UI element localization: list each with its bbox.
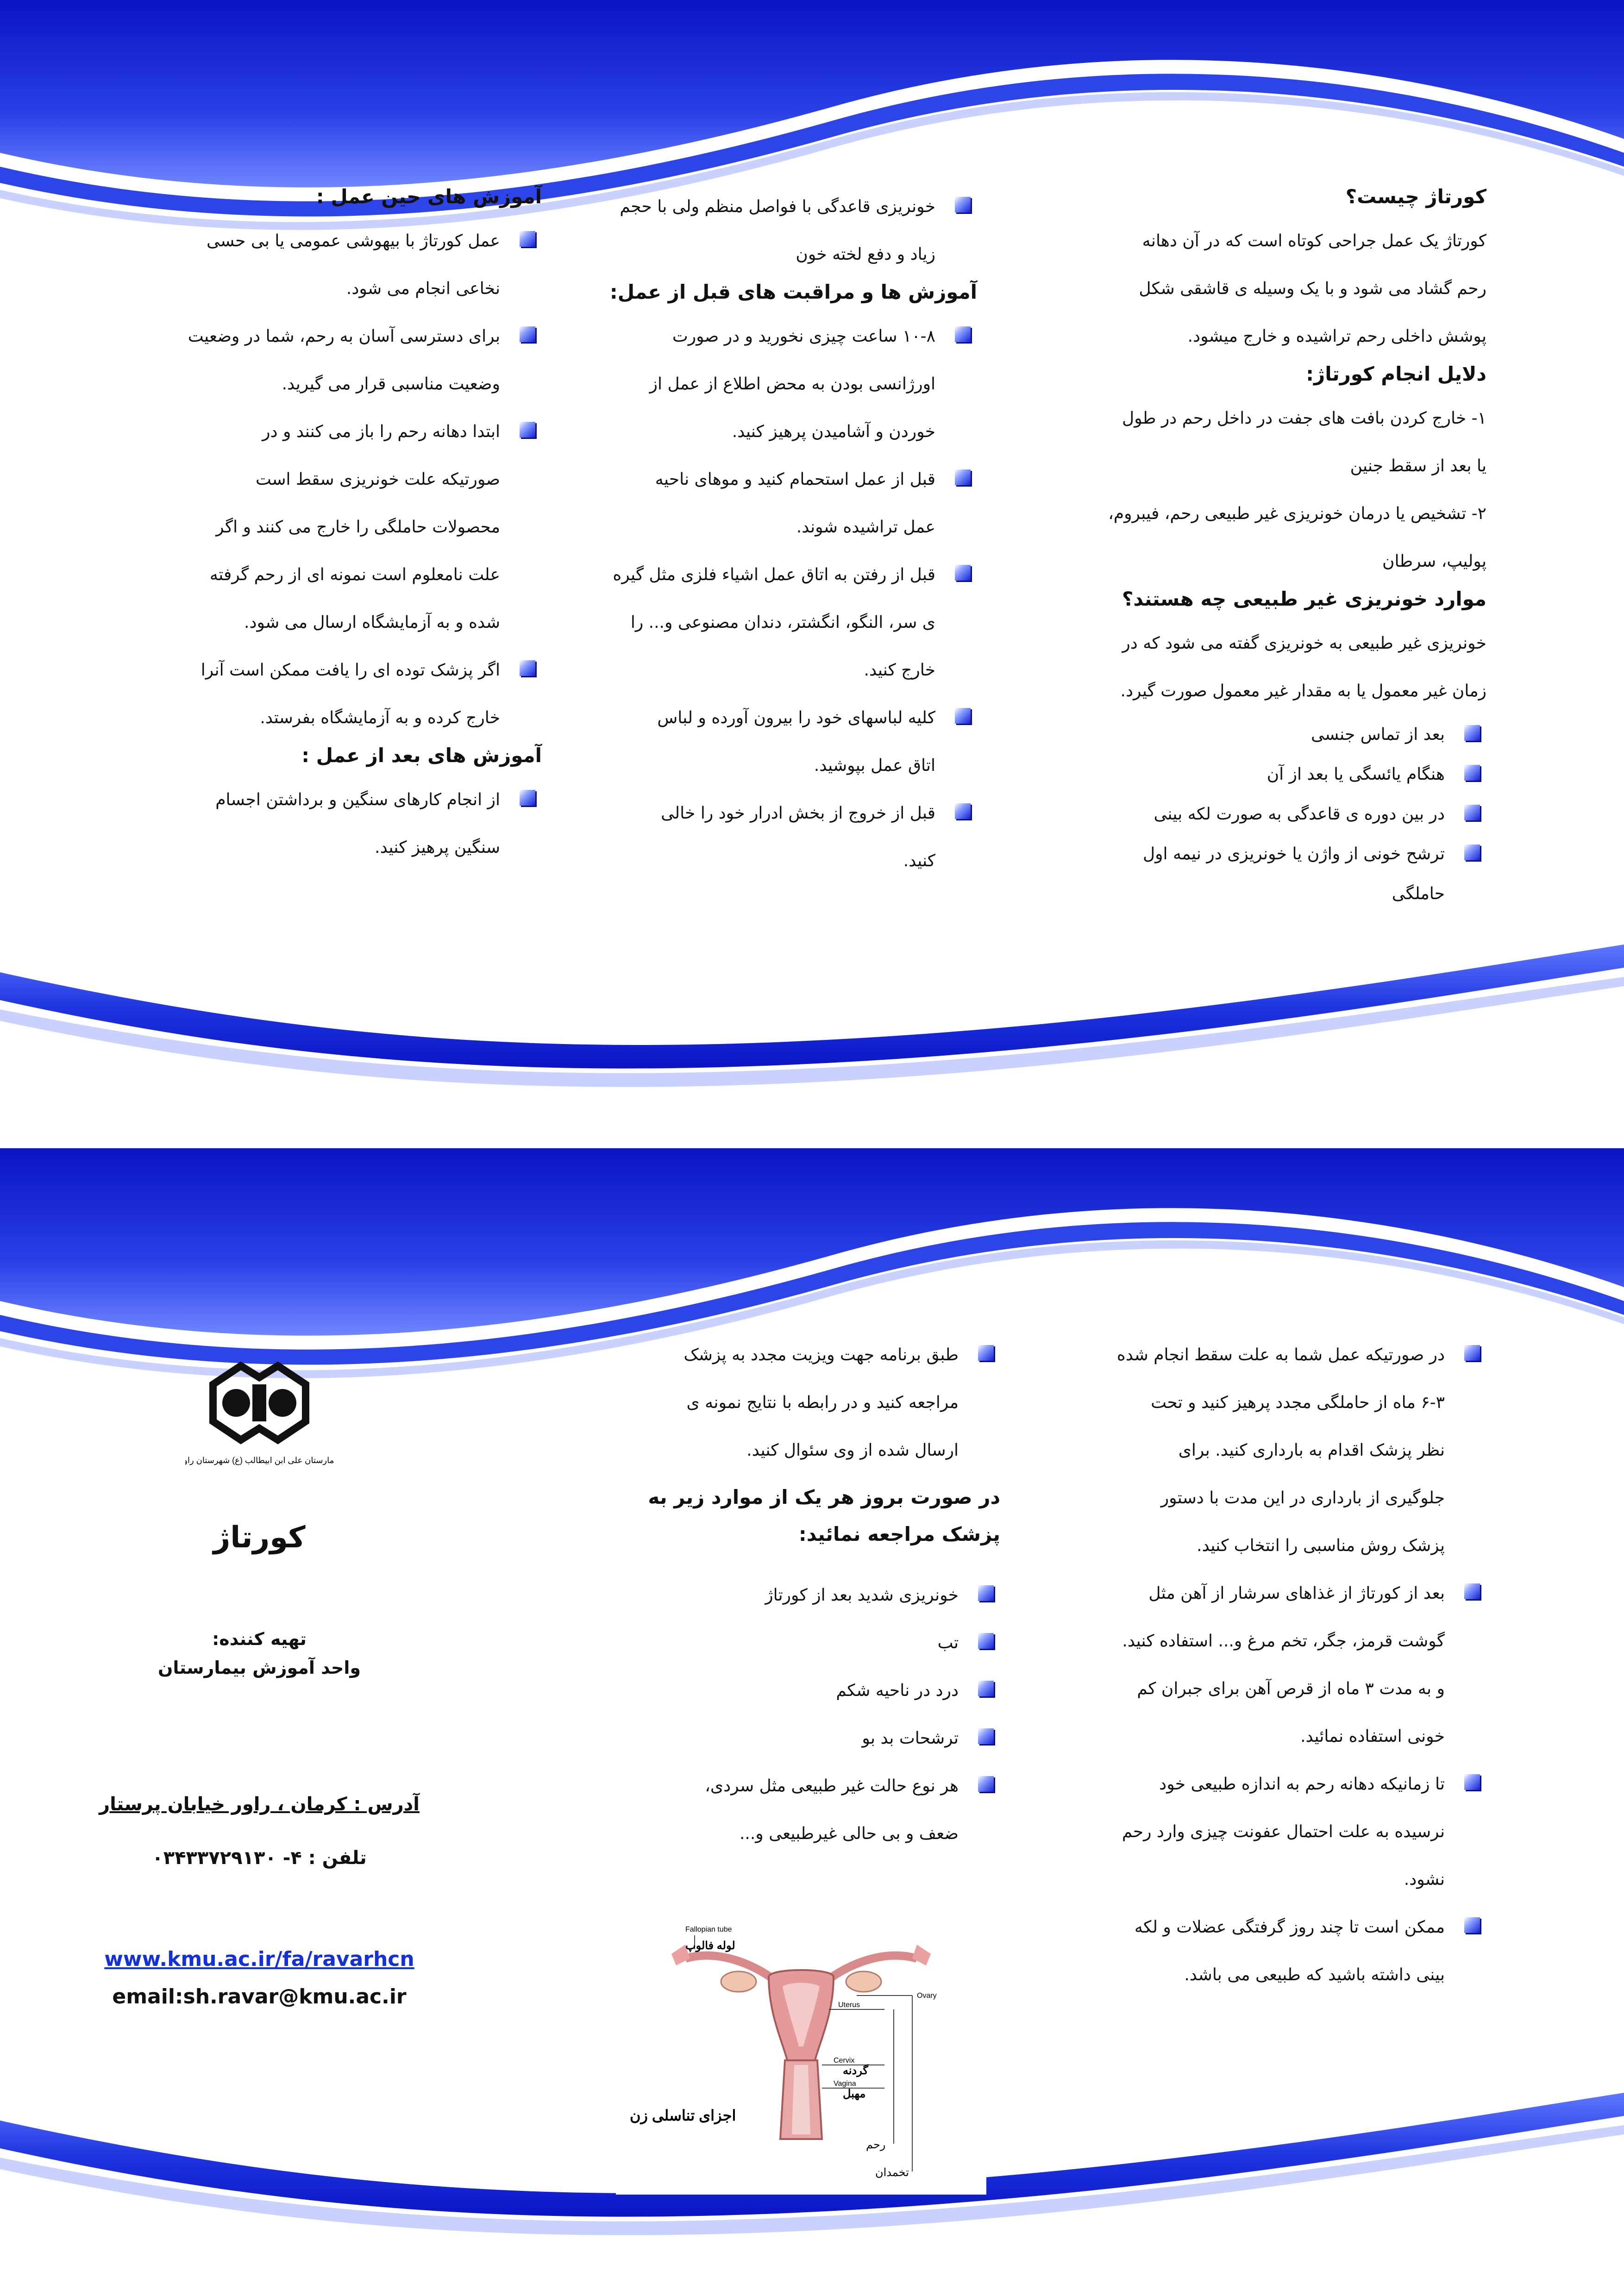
bullet-square-icon	[955, 803, 971, 819]
list-item: عمل کورتاژ با بیهوشی عمومی یا بی حسی نخاعی انجام می شود.	[134, 217, 542, 313]
list-item: در بین دوره ی قاعدگی به صورت لکه بینی	[1079, 795, 1486, 834]
label-vagina-fa: مهبل	[843, 2088, 866, 2100]
bullet-square-icon	[1464, 765, 1480, 781]
label-cervix-en: Cervix	[834, 2057, 855, 2065]
bullet-square-icon	[520, 326, 535, 342]
heading-during-op: آموزش های حین عمل :	[316, 185, 542, 208]
list-item: کلیه لباسهای خود را بیرون آورده و لباس اتاق عمل بپوشید.	[607, 694, 977, 789]
list-item: هنگام یائسگی یا بعد از آن	[1079, 755, 1486, 795]
text-line: پوشش داخلی رحم تراشیده و خارج میشود.	[1187, 327, 1486, 346]
list-item: ابتدا دهانه رحم را باز می کنند و در صورتیکه علت خونریزی سقط است محصولات حاملگی را خارج می کنند و اگر علت نامعلوم است نمونه ای از رحم گرفته شده و به آزمایشگاه ارسال می شود.	[134, 408, 542, 646]
bullet-square-icon	[978, 1681, 994, 1696]
column-what-is	[1079, 183, 1486, 914]
column-post-op-continued	[1079, 1331, 1486, 1999]
bullet-square-icon	[978, 1633, 994, 1649]
text-line: زمان غیر معمول یا به مقدار غیر معمول صورت گیرد.	[1120, 682, 1486, 701]
email-address[interactable]: email:sh.ravar@kmu.ac.ir	[112, 1985, 407, 2008]
abnormal-bleeding-list	[1079, 715, 1486, 914]
bullet-square-icon	[520, 231, 535, 247]
bullet-square-icon	[978, 1345, 994, 1361]
heading-pre-op: آموزش ها و مراقبت های قبل از عمل:	[609, 281, 977, 303]
bullet-square-icon	[520, 422, 535, 438]
list-item: در صورتیکه عمل شما به علت سقط انجام شده ۶-۳ ماه از حاملگی مجدد پرهیز کنید و تحت نظر پزشک اقدام به بارداری کنید. برای جلوگیری از بارداری در این مدت با دستور پزشک روش مناسبی را انتخاب کنید.	[1079, 1331, 1486, 1570]
list-item: تب	[607, 1619, 1000, 1667]
heading-abnormal-bleeding: موارد خونریزی غیر طبیعی چه هستند؟	[1122, 588, 1486, 610]
text-line: پولیپ، سرطان	[1382, 552, 1486, 571]
list-item: ۱۰-۸ ساعت چیزی نخورید و در صورت اورژانسی بودن به محض اطلاع از عمل از خوردن و آشامیدن پرهیز کنید.	[607, 313, 977, 456]
list-item: طبق برنامه جهت ویزیت مجدد به پزشک مراجعه کنید و در رابطه با نتایج نمونه ی ارسال شده از وی سئوال کنید.	[607, 1331, 1000, 1474]
bullet-square-icon	[955, 565, 971, 581]
address: آدرس : کرمان ، راور خیابان پرستار	[99, 1794, 420, 1815]
heading-post-op: آموزش های بعد از عمل :	[301, 744, 542, 767]
label-ovary-en: Ovary	[917, 1992, 937, 2000]
logo-text: بیمارستان علی ابن ابیطالب (ع) شهرستان راور	[185, 1456, 333, 1465]
bullet-square-icon	[1464, 805, 1480, 820]
heading-reasons: دلایل انجام کورتاژ:	[1306, 363, 1486, 385]
website-link[interactable]: www.kmu.ac.ir/fa/ravarhcn	[104, 1947, 414, 1971]
during-op-list	[134, 217, 542, 742]
bullet-square-icon	[955, 708, 971, 724]
hospital-logo-icon	[185, 1352, 333, 1477]
list-item: خونریزی قاعدگی با فواصل منظم ولی با حجم زیاد و دفع لخته خون	[607, 183, 977, 278]
bullet-square-icon	[520, 790, 535, 806]
bullet-square-icon	[955, 469, 971, 485]
post-op-list	[134, 776, 542, 871]
label-uterus-fa: رحم	[866, 2139, 886, 2151]
bullet-square-icon	[955, 326, 971, 342]
list-item: برای دسترسی آسان به رحم، شما در وضعیت وضعیت مناسبی قرار می گیرید.	[134, 313, 542, 408]
bottom-wave-decoration	[0, 917, 1624, 1148]
text-line: یا بعد از سقط جنین	[1350, 457, 1486, 475]
list-item: خونریزی شدید بعد از کورتاژ	[607, 1571, 1000, 1619]
text-line: کورتاژ یک عمل جراحی کوتاه است که در آن دهانه	[1142, 231, 1486, 250]
list-item: از انجام کارهای سنگین و برداشتن اجسام سنگین پرهیز کنید.	[134, 776, 542, 871]
post-op-continued-list	[1079, 1331, 1486, 1999]
label-fallopian-fa: لوله فالوپ	[685, 1939, 735, 1952]
list-item: بعد از تماس جنسی	[1079, 715, 1486, 755]
column-pre-op	[607, 183, 977, 885]
pre-op-list	[607, 313, 977, 885]
text-line: رحم گشاد می شود و با یک وسیله ی قاشقی شکل	[1139, 279, 1486, 298]
warning-signs-list	[607, 1571, 1000, 1858]
text-line: ۲- تشخیص یا درمان خونریزی غیر طبیعی رحم، فیبروم،	[1108, 504, 1486, 523]
list-item: ممکن است تا چند روز گرفتگی عضلات و لکه بینی داشته باشید که طبیعی می باشد.	[1079, 1903, 1486, 1999]
bullet-square-icon	[955, 197, 971, 213]
column-during-after	[134, 183, 542, 871]
bullet-square-icon	[978, 1728, 994, 1744]
list-item: تا زمانیکه دهانه رحم به اندازه طبیعی خود نرسیده به علت احتمال عفونت چیزی وارد رحم نشود.	[1079, 1760, 1486, 1903]
heading-what-is: کورتاژ چیست؟	[1345, 185, 1486, 208]
label-vagina-en: Vagina	[834, 2080, 856, 2088]
bullet-square-icon	[978, 1776, 994, 1792]
list-item: قبل از رفتن به اتاق عمل اشیاء فلزی مثل گیره ی سر، النگو، انگشتر، دندان مصنوعی و... را خارج کنید.	[607, 551, 977, 694]
list-item: قبل از عمل استحمام کنید و موهای ناحیه عمل تراشیده شوند.	[607, 456, 977, 551]
phone-number: تلفن : ۴- ۰۳۴۳۳۷۲۹۱۳۰	[152, 1847, 367, 1869]
cover-panel	[83, 1352, 435, 2008]
diagram-caption: اجزای تناسلی زن	[630, 2107, 736, 2124]
label-fallopian-en: Fallopian tube	[685, 1926, 732, 1933]
bullet-square-icon	[1464, 1345, 1480, 1361]
bullet-square-icon	[1464, 1774, 1480, 1790]
follow-up-list	[607, 1331, 1000, 1474]
column-follow-up	[607, 1331, 1000, 1858]
bullet-square-icon	[1464, 1917, 1480, 1933]
label-cervix-fa: گردنه	[843, 2065, 868, 2077]
list-item: ترشحات بد بو	[607, 1714, 1000, 1762]
heading-warning-signs: در صورت بروز هر یک از موارد زیر به پزشک مراجعه نمائید:	[648, 1486, 1000, 1545]
list-item: اگر پزشک توده ای را یافت ممکن است آنرا خارج کرده و به آزمایشگاه بفرستد.	[134, 646, 542, 742]
text-line: ۱- خارج کردن بافت های جفت در داخل رحم در طول	[1122, 409, 1486, 428]
label-ovary-fa: تخمدان	[875, 2166, 909, 2179]
list-item: درد در ناحیه شکم	[607, 1667, 1000, 1714]
list-item: قبل از خروج از بخش ادرار خود را خالی کنید.	[607, 789, 977, 885]
prepared-by-label: تهیه کننده:	[212, 1629, 307, 1649]
bullet-square-icon	[1464, 845, 1480, 860]
bullet-square-icon	[978, 1585, 994, 1601]
brochure-title: کورتاژ	[213, 1520, 306, 1555]
bleeding-continued-list	[607, 183, 977, 278]
label-uterus-en: Uterus	[838, 2001, 860, 2009]
bullet-square-icon	[1464, 1583, 1480, 1599]
list-item: هر نوع حالت غیر طبیعی مثل سردی، ضعف و بی حالی غیرطبیعی و...	[607, 1762, 1000, 1858]
bullet-square-icon	[1464, 725, 1480, 741]
reproductive-system-diagram	[616, 1921, 986, 2195]
bullet-square-icon	[520, 660, 535, 676]
prepared-by-unit: واحد آموزش بیمارستان	[157, 1658, 361, 1678]
list-item: بعد از کورتاژ از غذاهای سرشار از آهن مثل گوشت قرمز، جگر، تخم مرغ و... استفاده کنید. و به مدت ۳ ماه از قرص آهن برای جبران کم خونی استفاده نمائید.	[1079, 1570, 1486, 1760]
text-line: خونریزی غیر طبیعی به خونریزی گفته می شود که در	[1122, 634, 1486, 653]
list-item: ترشح خونی از واژن یا خونریزی در نیمه اول حاملگی	[1079, 834, 1486, 914]
